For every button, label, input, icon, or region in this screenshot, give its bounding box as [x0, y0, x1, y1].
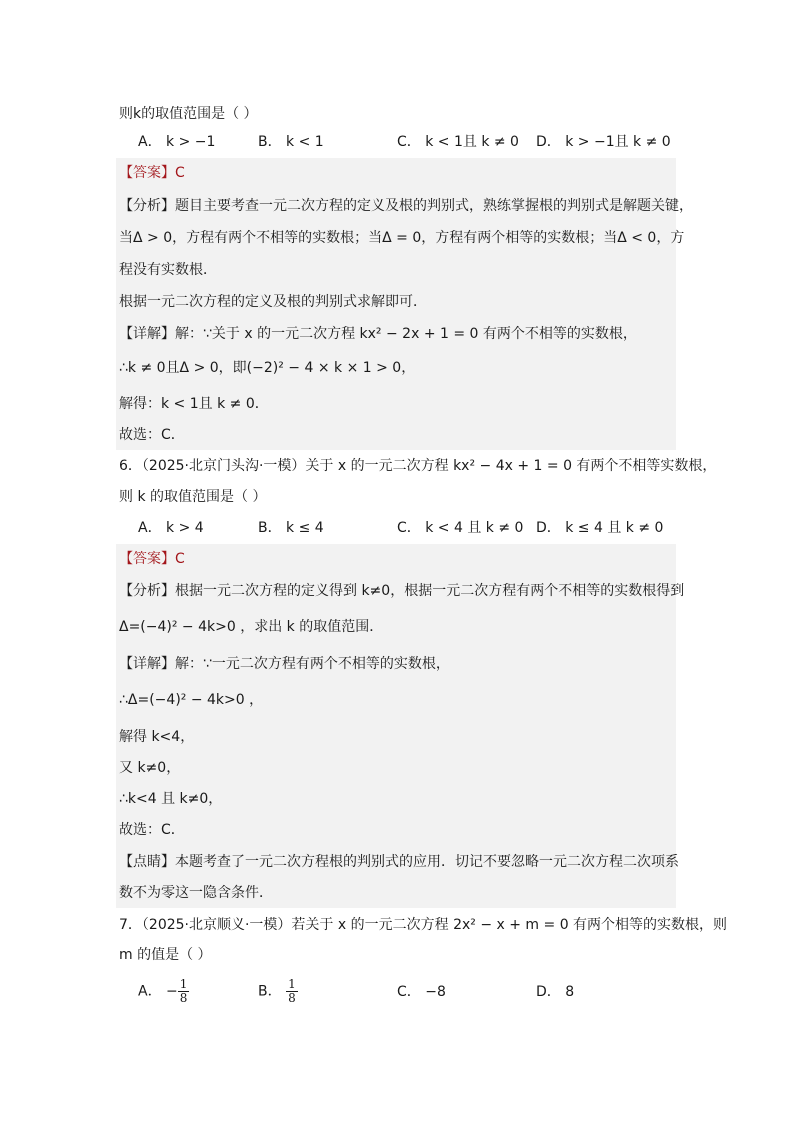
q6-stem: 则 k 的取值范围是（ ） — [119, 489, 267, 505]
q5-option-d: D． k > −1且 k ≠ 0 — [536, 134, 671, 150]
q6-detail-line: 解得 k<4， — [119, 729, 195, 745]
q6-option-d: D． k ≤ 4 且 k ≠ 0 — [536, 520, 664, 536]
q6-analysis-line: 【分析】根据一元二次方程的定义得到 k≠0，根据一元二次方程有两个不相等的实数根得到 — [119, 583, 685, 599]
q7-option-b-fraction — [286, 978, 298, 1005]
q6-option-a: A． k > 4 — [138, 520, 204, 536]
q7-option-b-prefix: B． — [258, 983, 282, 1000]
q7-stem: m 的值是（ ） — [119, 947, 212, 963]
q7-option-c: C． −8 — [397, 984, 446, 1000]
q7-stem: 7．（2025·北京顺义·一模）若关于 x 的一元二次方程 2x² − x + m = 0 有两个相等的实数根，则 — [119, 917, 728, 933]
fraction-denominator: 8 — [288, 991, 296, 1005]
fraction-numerator: 1 — [179, 977, 188, 991]
q6-option-b: B． k ≤ 4 — [258, 520, 324, 536]
q7-option-b — [258, 978, 298, 1005]
q6-detail-line: ∴k<4 且 k≠0， — [119, 791, 223, 807]
q6-detail-line: ∴Δ=(−4)² − 4k>0 ， — [119, 692, 264, 708]
q5-analysis-line: 程没有实数根． — [119, 262, 217, 278]
q7-option-a-fraction — [178, 978, 190, 1005]
q7-option-a — [138, 978, 189, 1005]
q5-option-c: C． k < 1且 k ≠ 0 — [397, 134, 519, 150]
q5-detail-line: ∴k ≠ 0且Δ > 0，即(−2)² − 4 × k × 1 > 0， — [119, 360, 416, 376]
q6-stem: 6．（2025·北京门头沟·一模）关于 x 的一元二次方程 kx² − 4x + 1 = 0 有两个不相等实数根， — [119, 458, 717, 474]
q6-detail-line: 【详解】解：∵一元二次方程有两个不相等的实数根， — [119, 656, 450, 672]
q6-analysis-line: Δ=(−4)² − 4k>0 ，求出 k 的取值范围． — [119, 619, 384, 635]
q6-option-c: C． k < 4 且 k ≠ 0 — [397, 520, 524, 536]
q7-option-a-prefix: A． − — [138, 983, 178, 1000]
q6-detail-line: 故选：C． — [119, 822, 185, 838]
q6-answer: 【答案】C — [119, 551, 185, 567]
q5-detail-line: 【详解】解：∵关于 x 的一元二次方程 kx² − 2x + 1 = 0 有两个不相等的实数根， — [119, 326, 637, 342]
fraction-denominator: 8 — [179, 991, 188, 1005]
q5-detail-line: 故选：C． — [119, 427, 185, 443]
q5-answer: 【答案】C — [119, 165, 185, 181]
q5-analysis-line: 根据一元二次方程的定义及根的判别式求解即可． — [119, 294, 427, 310]
q6-comment-line: 【点睛】本题考查了一元二次方程根的判别式的应用．切记不要忽略一元二次方程二次项系 — [119, 854, 679, 870]
q7-option-d: D． 8 — [536, 984, 575, 1000]
q5-stem: 则k的取值范围是（ ） — [119, 106, 258, 122]
q5-option-b: B． k < 1 — [258, 134, 324, 150]
q5-analysis-line: 当Δ > 0，方程有两个不相等的实数根；当Δ = 0，方程有两个相等的实数根；当Δ < 0，方 — [119, 230, 685, 246]
fraction-numerator: 1 — [288, 977, 296, 991]
q6-detail-line: 又 k≠0， — [119, 760, 181, 776]
q5-option-a: A． k > −1 — [138, 134, 216, 150]
q5-detail-line: 解得：k < 1且 k ≠ 0． — [119, 396, 269, 412]
q5-analysis-line: 【分析】题目主要考查一元二次方程的定义及根的判别式，熟练掌握根的判别式是解题关键， — [119, 198, 693, 214]
q6-comment-line: 数不为零这一隐含条件． — [119, 885, 273, 901]
